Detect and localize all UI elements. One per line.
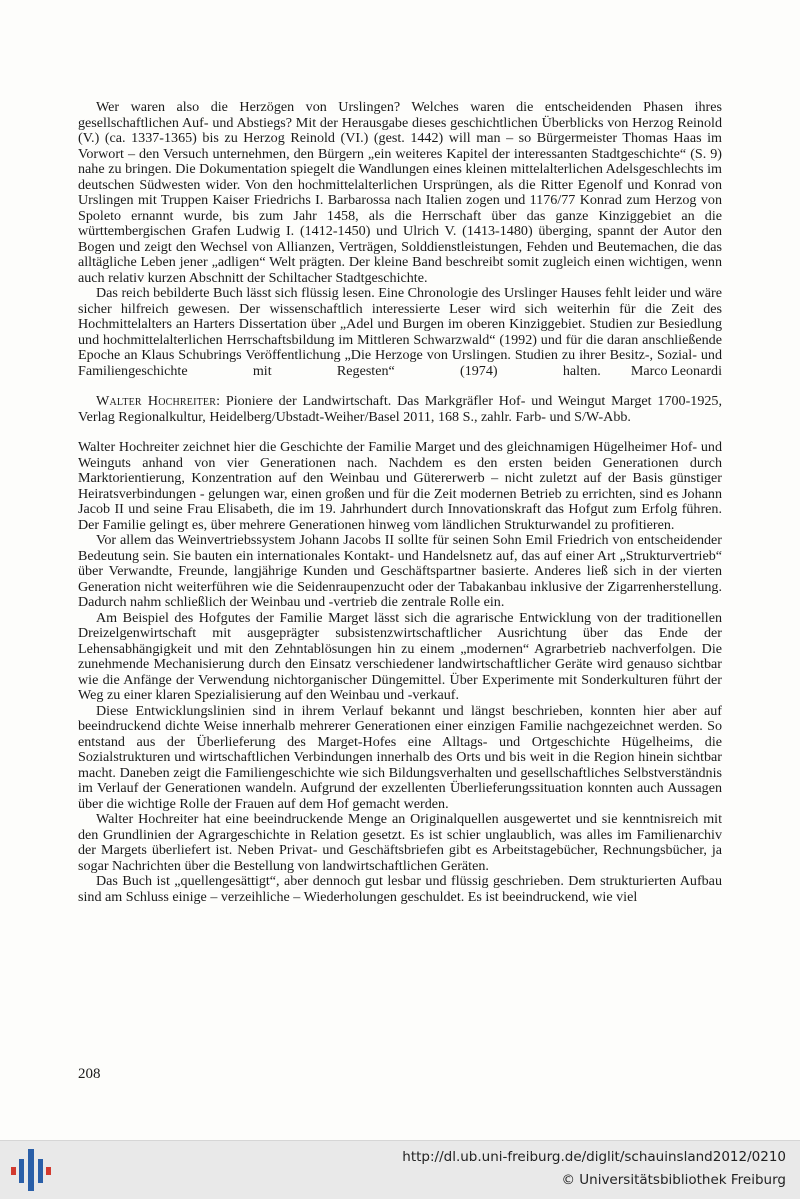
review2-paragraph-4: Diese Entwicklungslinien sind in ihrem Verlauf bekannt und längst beschrieben, konnten hier aber auf beeindruckend dichte Weise innerhalb mehrerer Generationen einer einzigen Familie nachgezeichnet werden. So entstand aus der Überlieferung des Marget-Hofes eine Alltags- und Ortgeschichte Hügelheims, die Sozialstrukturen und wirtschaftlichen Verbindungen innerhalb des Orts und bis weit in die Region hinein sichtbar macht. Daneben zeigt die Familiengeschichte wie sich Bildungsverhalten und gesellschaftliches Selbstverständnis im Verlauf der Generationen wandeln. Aufgrund der exzellenten Überlieferungssituation konnten auch Aussagen über die wichtige Rolle der Frauen auf dem Hof gemacht werden. [78,702,722,812]
review2-paragraph-1: Walter Hochreiter zeichnet hier die Geschichte der Familie Marget und des gleichnamigen Hügelheimer Hof- und Weinguts anhand von vier Generationen nach. Nachdem es den ersten beiden Generationen durch Marktorientierung, Konzentration auf den Weinbau und Gütererwerb – nicht zuletzt auf der Basis günstiger Heiratsverbindungen - gelungen war, einen großen und für die Zeit modernen Betrieb zu errichten, sind es Johann Jacob II und seine Frau Elisabeth, die im 19. Jahrhundert durch Innovationskraft das Hofgut zum Erfolg führen. Der Familie gelingt es, über mehrere Generationen hinweg vom ländlichen Strukturwandel zu profitieren. [78,439,722,533]
review2-paragraph-6: Das Buch ist „quellengesättigt“, aber dennoch gut lesbar und flüssig geschrieben. Dem strukturierten Aufbau sind am Schluss einige – verzeihliche – Wiederholungen geschuldet. Es ist beeindruckend, wie viel [78,873,722,905]
section-gap [78,379,722,394]
document-url-link[interactable]: http://dl.ub.uni-freiburg.de/diglit/schauinsland2012/0210 [402,1149,786,1165]
review1-paragraph-2 [78,286,722,379]
library-footer [0,1140,800,1199]
page-body [78,100,722,905]
page-number: 208 [78,1066,101,1082]
review2-citation-text: : Pioniere der Landwirtschaft. Das Markgräfler Hof- und Weingut Marget 1700-1925, Verlag Regionalkultur, Heidelberg/Ubstadt-Weiher/Basel 2011, 168 S., zahlr. Farb- und S/W-Abb. [78,393,723,425]
section-gap [78,425,722,440]
review2-citation [78,394,722,425]
review2-paragraph-3: Am Beispiel des Hofgutes der Familie Marget lässt sich die agrarische Entwicklung von der traditionellen Dreizelgenwirtschaft mit ausgeprägter subsistenzwirtschaftlicher Ausrichtung über das Ende der Lehensabhängigkeit und mit den Zehntablösungen hin zu einem „modernen“ Agrarbetrieb nachverfolgen. Die zunehmende Mechanisierung durch den Einsatz verschiedener landwirtschaftlicher Geräte wird genauso sichtbar wie die Anfänge der Verwendung nichtorganischer Düngemittel. Über Experimente mit Sonderkulturen führt der Weg zu einer klaren Spezialisierung auf den Weinbau und -verkauf. [78,609,722,703]
review2-paragraph-5: Walter Hochreiter hat eine beeindruckende Menge an Originalquellen ausgewertet und sie kenntnisreich mit den Grundlinien der Agrargeschichte in Relation gesetzt. Es ist schier unglaublich, was alles im Familienarchiv der Margets überliefert ist. Neben Privat- und Geschäftsbriefen gibt es Arbeitstagebücher, Rechnungsbücher, ja sogar Nachrichten über die Bestellung von landwirtschaftlichen Geräten. [78,811,722,874]
review1-signature: Marco Leonardi [630,362,722,379]
review1-paragraph-2-text: Das reich bebilderte Buch lässt sich flüssig lesen. Eine Chronologie des Urslinger Hauses fehlt leider und wäre sicher hilfreich gewesen. Der wissenschaftlich interessierte Leser wird sich weiterhin für die Zeit des Hochmittelalters an Harters Dissertation über „Adel und Burgen im oberen Kinziggebiet. Studien zur Besiedlung und hochmittelalterlichen Herrschaftsbildung im Mittleren Schwarzwald“ (1992) und für die daran anschließende Epoche an Klaus Schubrings Veröffentlichung „Die Herzoge von Urslingen. Studien zu ihrer Besitz-, Sozial- und Familiengeschichte mit Regesten“ (1974) halten. [78,285,722,379]
ub-freiburg-logo-icon [8,1147,54,1193]
review2-paragraph-2: Vor allem das Weinvertriebssystem Johann Jacobs II sollte für seinen Sohn Emil Friedrich von entscheidender Bedeutung sein. Sie bauten ein internationales Kontakt- und Handelsnetz auf, das auf einer Art „Strukturvertrieb“ über Verwandte, Freunde, langjährige Kunden und Geschäftspartner basierte. Anderes ließ sich in der vierten Generation nicht weiterführen wie die Seidenraupenzucht oder der Tabakanbau inklusive der Zigarrenherstellung. Dadurch nahm schließlich der Weinbau und -vertrieb die zentrale Rolle ein. [78,532,722,610]
review1-paragraph-1: Wer waren also die Herzögen von Urslingen? Welches waren die entscheidenden Phasen ihres gesellschaftlichen Auf- und Abstiegs? Mit der Herausgabe dieses geschichtlichen Überblicks von Herzog Reinold (V.) (ca. 1337-1365) bis zu Herzog Reinold (VI.) (gest. 1442) will man – so Bürgermeister Thomas Haas im Vorwort – den Versuch unternehmen, den Bürgern „ein weiteres Kapitel der interessanten Stadtgeschichte“ (S. 9) nahe zu bringen. Die Dokumentation spiegelt die Wandlungen eines kleinen mittelalterlichen Adelsgeschlechts im deutschen Südwesten wider. Von den hochmittelalterlichen Ursprüngen, als die Ritter Egenolf und Konrad von Urslingen mit Truppen Kaiser Friedrichs I. Barbarossa nach Italien zogen und 1176/77 Konrad zum Herzog von Spoleto ernannt wurde, bis zum Jahr 1458, als die Herrschaft über das ganze Kinziggebiet an die württembergischen Grafen Ludwig I. (1412-1450) und Ulrich V. (1413-1480) überging, spannt der Autor den Bogen und zeigt den Wechsel von Allianzen, Verträgen, Solddienstleistungen, Fehden und Beutemachen, die das alltägliche Leben jener „adligen“ Welt prägten. Der kleine Band beschreibt somit zugleich einen wichtigen, wenn auch relativ kurzen Abschnitt der Schiltacher Stadtgeschichte. [78,99,722,286]
review2-author: Walter Hochreiter [96,393,217,409]
copyright-notice: © Universitätsbibliothek Freiburg [561,1172,786,1188]
